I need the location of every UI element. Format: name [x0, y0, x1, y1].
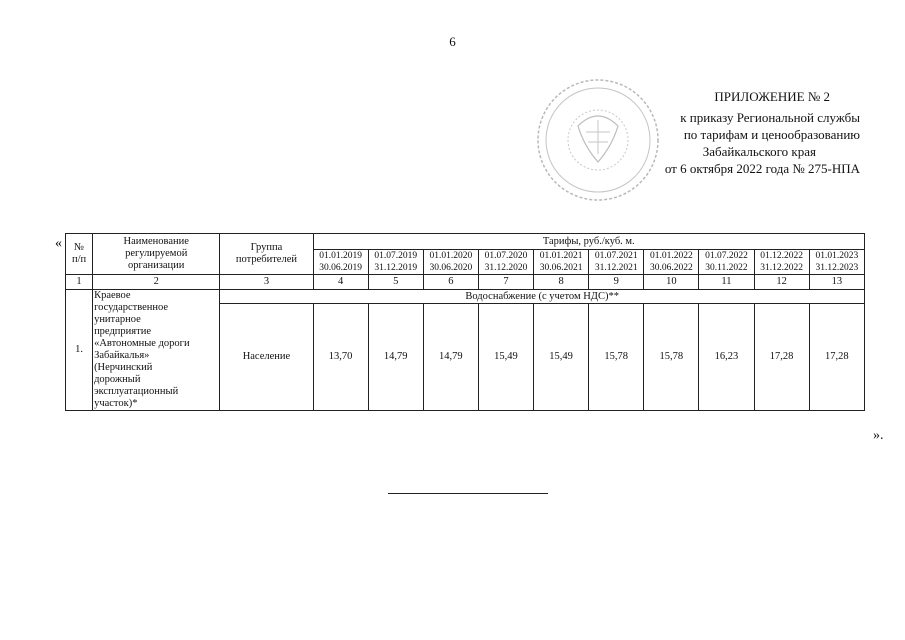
- org-line: Забайкалья»: [94, 350, 150, 361]
- header-num: [66, 234, 93, 275]
- column-number: 4: [313, 275, 368, 290]
- appendix-line: от 6 октября 2022 года № 275-НПА: [664, 161, 860, 176]
- period-cell: [534, 250, 589, 275]
- org-line: унитарное: [94, 314, 141, 325]
- period-to: 30.06.2022: [649, 263, 693, 273]
- org-line: участок)*: [94, 398, 138, 409]
- period-from: 01.01.2023: [815, 251, 859, 261]
- period-to: 30.11.2022: [705, 263, 748, 273]
- period-to: 31.12.2022: [760, 263, 803, 273]
- column-number: 2: [93, 275, 220, 290]
- period-from: 01.07.2021: [594, 251, 638, 261]
- period-from: 01.01.2021: [539, 251, 583, 261]
- period-cell: [313, 250, 368, 275]
- tariff-value: 15,49: [534, 304, 589, 411]
- section-row: [66, 290, 865, 304]
- org-line: Краевое: [94, 290, 131, 301]
- header-group-line: потребителей: [235, 254, 297, 265]
- page-number: 6: [449, 34, 456, 49]
- org-line: государственное: [94, 302, 169, 313]
- period-to: 31.12.2020: [484, 263, 528, 273]
- period-from: 01.12.2022: [760, 251, 803, 261]
- column-number: 6: [423, 275, 478, 290]
- period-from: 01.01.2022: [649, 251, 693, 261]
- tariff-value: 17,28: [809, 304, 864, 411]
- period-cell: [699, 250, 754, 275]
- period-to: 30.06.2019: [319, 263, 362, 273]
- header-num-line: №: [74, 242, 85, 253]
- period-cell: [589, 250, 644, 275]
- header-num-line: п/п: [71, 254, 87, 265]
- column-number: 13: [809, 275, 864, 290]
- tariff-value: 15,78: [644, 304, 699, 411]
- organization-name: [93, 290, 220, 411]
- column-number: 12: [754, 275, 809, 290]
- tariff-value: 15,49: [478, 304, 533, 411]
- header-org-line: Наименование: [123, 236, 189, 247]
- org-line: предприятие: [94, 326, 151, 337]
- period-to: 31.12.2021: [594, 263, 638, 273]
- appendix-line: Забайкальского края: [702, 144, 816, 159]
- tariff-value: 17,28: [754, 304, 809, 411]
- column-number-row: [66, 275, 865, 290]
- column-number: 8: [534, 275, 589, 290]
- period-cell: [809, 250, 864, 275]
- period-from: 01.01.2019: [319, 251, 362, 261]
- column-number: 11: [699, 275, 754, 290]
- period-to: 31.12.2023: [815, 263, 859, 273]
- period-to: 31.12.2019: [374, 263, 418, 273]
- tariff-value: 13,70: [313, 304, 368, 411]
- appendix-line: по тарифам и ценообразованию: [683, 127, 860, 142]
- column-number: 5: [368, 275, 423, 290]
- consumer-group: Население: [220, 304, 313, 411]
- header-org: [93, 234, 220, 275]
- period-from: 01.01.2020: [429, 251, 473, 261]
- column-number: 3: [220, 275, 313, 290]
- period-cell: [644, 250, 699, 275]
- header-org-line: регулируемой: [125, 248, 188, 259]
- org-line: эксплуатационный: [94, 386, 179, 397]
- column-number: 10: [644, 275, 699, 290]
- header-group: [220, 234, 313, 275]
- tariff-value: 15,78: [589, 304, 644, 411]
- org-line: «Автономные дороги: [94, 338, 190, 349]
- period-cell: [368, 250, 423, 275]
- header-tariffs: Тарифы, руб./куб. м.: [313, 234, 864, 250]
- tariff-value: 14,79: [368, 304, 423, 411]
- period-from: 01.07.2022: [705, 251, 748, 261]
- appendix-line: к приказу Региональной службы: [680, 110, 860, 125]
- appendix-block: [560, 88, 860, 177]
- period-cell: [423, 250, 478, 275]
- tariff-table: [65, 233, 865, 411]
- tariff-value: 14,79: [423, 304, 478, 411]
- closing-quote: ».: [873, 428, 884, 443]
- column-number: 7: [478, 275, 533, 290]
- header-org-line: организации: [128, 260, 185, 271]
- period-cell: [754, 250, 809, 275]
- opening-quote: «: [55, 236, 62, 251]
- period-from: 01.07.2020: [484, 251, 528, 261]
- period-cell: [478, 250, 533, 275]
- divider-line: [388, 493, 548, 494]
- appendix-title: ПРИЛОЖЕНИЕ № 2: [714, 89, 830, 104]
- row-number: 1.: [66, 290, 93, 411]
- org-line: дорожный: [94, 374, 141, 385]
- column-number: 1: [66, 275, 93, 290]
- header-group-line: Группа: [250, 242, 283, 253]
- period-to: 30.06.2021: [539, 263, 583, 273]
- tariff-value: 16,23: [699, 304, 754, 411]
- section-title: Водоснабжение (с учетом НДС)**: [220, 290, 865, 304]
- column-number: 9: [589, 275, 644, 290]
- org-line: (Нерчинский: [94, 362, 153, 373]
- period-from: 01.07.2019: [374, 251, 418, 261]
- header-row: [66, 234, 865, 250]
- period-to: 30.06.2020: [429, 263, 473, 273]
